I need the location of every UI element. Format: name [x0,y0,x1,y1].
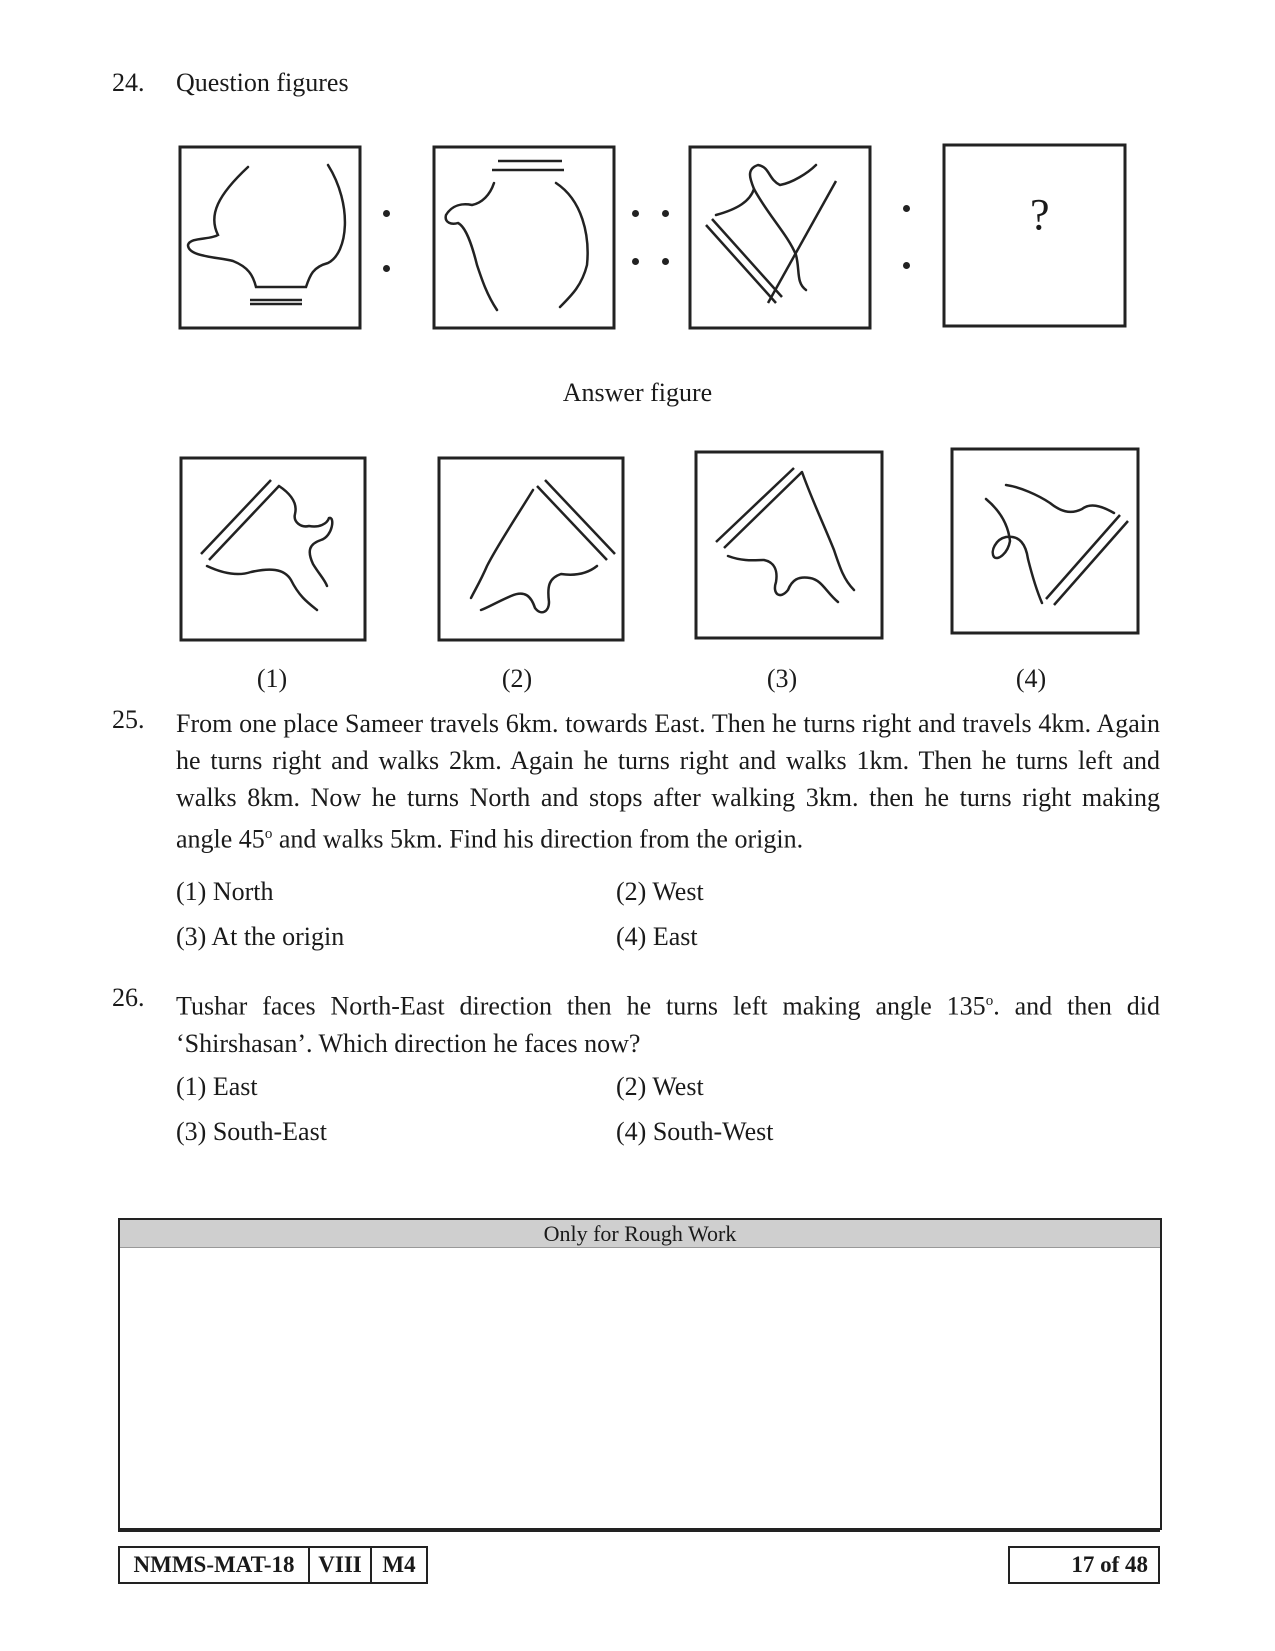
ratio-colon-dot [383,210,390,217]
double-colon-dot [662,210,669,217]
ratio-colon-dot [903,262,910,269]
question-figure-3 [688,145,872,330]
answer-figure-label: Answer figure [562,378,713,407]
q26-option-1[interactable]: (1) East [176,1072,258,1101]
q25-option-1[interactable]: (1) North [176,877,274,906]
q26-option-3[interactable]: (3) South-East [176,1117,327,1146]
q26-option-2[interactable]: (2) West [616,1072,704,1101]
footer-set: M4 [370,1546,428,1584]
q25-option-4[interactable]: (4) East [616,922,698,951]
question-26-text: Tushar faces North-East direction then he turns left making angle 135$^o$. and then did ‘Shirshasan’. Which direction he faces now? [176,991,1160,1058]
question-24-number: 24. [112,68,145,97]
ratio-colon-dot [383,265,390,272]
rough-work-title: Only for Rough Work [120,1220,1160,1248]
question-mark: ? [1030,190,1050,239]
answer-figure-4 [950,447,1140,635]
answer-figure-3 [694,450,884,640]
double-colon-dot [632,258,639,265]
q26-option-4[interactable]: (4) South-West [616,1117,774,1146]
answer-figure-1 [179,456,367,642]
question-25-number: 25. [112,705,145,734]
question-25-text: From one place Sameer travels 6km. towards East. Then he turns right and travels 4km. Again he turns right and walks 2km. Again he turns right and walks 1km. Then he turns left and walks 8km. Now he turns North and stops after walking 3km. then he turns right making angle 45$^o$ and walks 5km. Find his direction from the origin. [176,709,1160,854]
double-colon-dot [632,210,639,217]
answer-option-1-label: (1) [256,664,288,693]
footer-page-number: 17 of 48 [1008,1546,1160,1584]
footer-rule [118,1530,1160,1532]
answer-option-4-label: (4) [1015,664,1047,693]
question-figure-2 [432,145,616,330]
answer-option-2-label: (2) [501,664,533,693]
rough-work-box [118,1218,1162,1530]
question-26-number: 26. [112,983,145,1012]
footer-class: VIII [308,1546,372,1584]
q25-option-3[interactable]: (3) At the origin [176,922,345,951]
footer-exam-code: NMMS-MAT-18 [118,1546,310,1584]
double-colon-dot [662,258,669,265]
answer-figure-2 [437,456,625,642]
answer-option-3-label: (3) [766,664,798,693]
question-figure-1 [178,145,362,330]
ratio-colon-dot [903,205,910,212]
question-figures-label: Question figures [176,68,349,97]
q25-option-2[interactable]: (2) West [616,877,704,906]
